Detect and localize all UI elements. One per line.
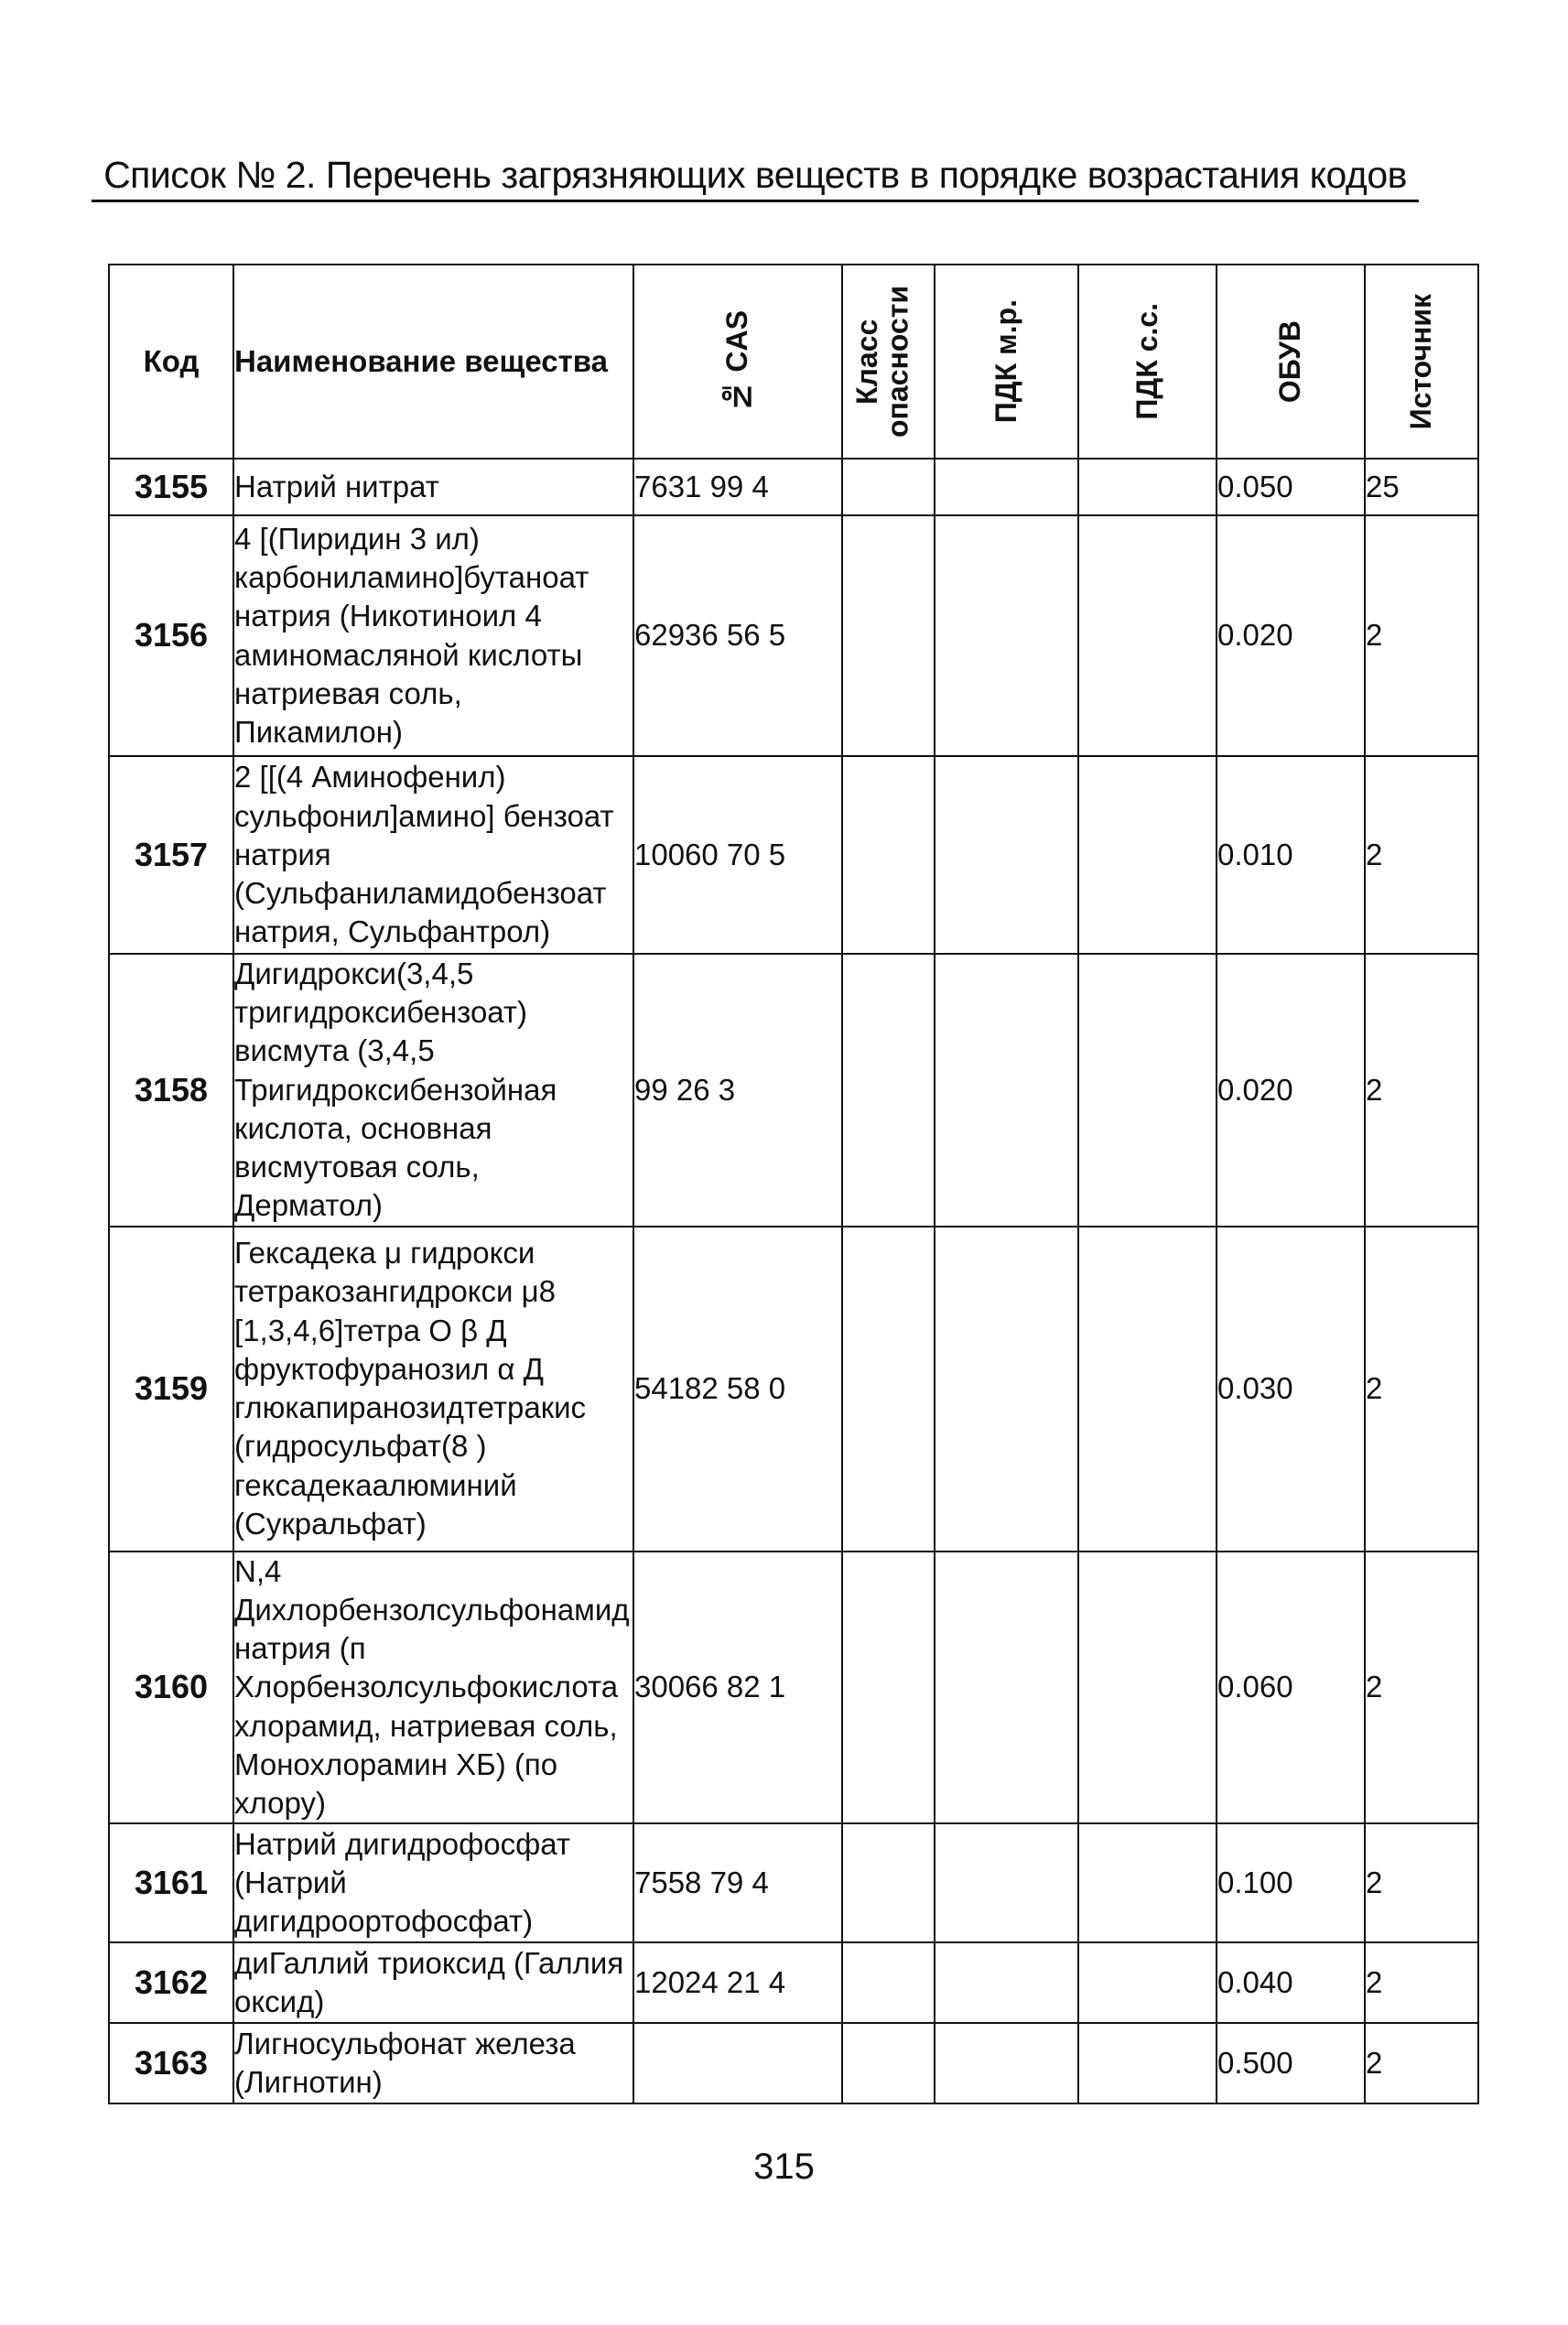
cell-pdk-mr [935, 954, 1078, 1227]
cell-obuv: 0.050 [1217, 459, 1365, 515]
cell-name: Дигидрокси(3,4,5 тригидроксибензоат) висмута (3,4,5 Тригидроксибензойная кислота, основная висмутовая соль, Дерматол) [233, 954, 633, 1227]
cell-hazard-class [842, 1227, 935, 1552]
column-header-hazard-class [842, 265, 935, 459]
table-row [109, 1942, 1478, 2023]
cell-pdk-ss [1078, 2023, 1217, 2103]
cell-name: диГаллий триоксид (Галлия оксид) [233, 1942, 633, 2023]
table-row [109, 1823, 1478, 1942]
cell-source: 2 [1365, 2023, 1478, 2103]
cell-pdk-mr [935, 1823, 1078, 1942]
cell-pdk-ss [1078, 1942, 1217, 2023]
cell-obuv: 0.100 [1217, 1823, 1365, 1942]
cell-pdk-ss [1078, 756, 1217, 954]
cell-name: N,4 Дихлорбензолсульфонамид натрия (п Хлорбензолсульфокислота хлорамид, натриевая соль, Монохлорамин ХБ) (по хлору) [233, 1552, 633, 1824]
table-row [109, 756, 1478, 954]
cell-source: 2 [1365, 515, 1478, 756]
cell-name: Натрий нитрат [233, 459, 633, 515]
cell-hazard-class [842, 459, 935, 515]
cell-hazard-class [842, 1552, 935, 1824]
table-row [109, 954, 1478, 1227]
cell-pdk-ss [1078, 515, 1217, 756]
cell-obuv: 0.010 [1217, 756, 1365, 954]
cell-code: 3159 [109, 1227, 233, 1552]
cell-obuv: 0.020 [1217, 954, 1365, 1227]
column-header-cas-label: № CAS [720, 309, 754, 414]
cell-pdk-mr [935, 459, 1078, 515]
column-header-obuv [1217, 265, 1365, 459]
cell-pdk-mr [935, 515, 1078, 756]
column-header-pdk-mr-label: ПДК м.р. [989, 299, 1022, 424]
cell-pdk-ss [1078, 954, 1217, 1227]
cell-obuv: 0.020 [1217, 515, 1365, 756]
cell-pdk-ss [1078, 1552, 1217, 1824]
page-number: 315 [753, 2147, 815, 2187]
cell-hazard-class [842, 954, 935, 1227]
cell-hazard-class [842, 515, 935, 756]
cell-code: 3160 [109, 1552, 233, 1824]
cell-hazard-class [842, 2023, 935, 2103]
cell-obuv: 0.060 [1217, 1552, 1365, 1824]
cell-source: 25 [1365, 459, 1478, 515]
column-header-pdk-mr [935, 265, 1078, 459]
cell-name: Гексадека μ гидрокси тетракозангидрокси μ8 [1,3,4,6]тетра О β Д фруктофуранозил α Д глюкапиранозидтетракис (гидросульфат(8 ) гексадекаалюминий (Сукральфат) [233, 1227, 633, 1552]
cell-pdk-mr [935, 1942, 1078, 2023]
cell-cas: 30066 82 1 [633, 1552, 842, 1824]
cell-source: 2 [1365, 1942, 1478, 2023]
cell-pdk-ss [1078, 1823, 1217, 1942]
cell-cas: 99 26 3 [633, 954, 842, 1227]
column-header-code: Код [109, 265, 233, 459]
cell-name: 4 [(Пиридин 3 ил) карбониламино]бутаноат натрия (Никотиноил 4 аминомасляной кислоты натриевая соль, Пикамилон) [233, 515, 633, 756]
cell-hazard-class [842, 1823, 935, 1942]
cell-name: Лигносульфонат железа (Лигнотин) [233, 2023, 633, 2103]
cell-pdk-mr [935, 2023, 1078, 2103]
cell-hazard-class [842, 1942, 935, 2023]
cell-code: 3163 [109, 2023, 233, 2103]
cell-hazard-class [842, 756, 935, 954]
cell-cas [633, 2023, 842, 2103]
column-header-source-label: Источник [1404, 293, 1438, 430]
table-row [109, 459, 1478, 515]
cell-source: 2 [1365, 1823, 1478, 1942]
table-row [109, 1227, 1478, 1552]
cell-obuv: 0.030 [1217, 1227, 1365, 1552]
column-header-pdk-ss-label: ПДК с.с. [1130, 303, 1163, 420]
cell-source: 2 [1365, 1227, 1478, 1552]
column-header-hazard-class-label: Класс опасности [849, 285, 914, 438]
cell-pdk-ss [1078, 1227, 1217, 1552]
column-header-source [1365, 265, 1478, 459]
cell-cas: 12024 21 4 [633, 1942, 842, 2023]
cell-source: 2 [1365, 756, 1478, 954]
cell-pdk-mr [935, 756, 1078, 954]
cell-name: Натрий дигидрофосфат (Натрий дигидроортофосфат) [233, 1823, 633, 1942]
cell-obuv: 0.040 [1217, 1942, 1365, 2023]
column-header-cas [633, 265, 842, 459]
table-row [109, 515, 1478, 756]
cell-obuv: 0.500 [1217, 2023, 1365, 2103]
cell-pdk-ss [1078, 459, 1217, 515]
cell-cas: 62936 56 5 [633, 515, 842, 756]
cell-code: 3157 [109, 756, 233, 954]
page-title: Список № 2. Перечень загрязняющих веществ в порядке возрастания кодов [103, 154, 1407, 196]
column-header-name: Наименование вещества [233, 265, 633, 459]
cell-code: 3162 [109, 1942, 233, 2023]
cell-cas: 7631 99 4 [633, 459, 842, 515]
column-header-obuv-label: ОБУВ [1273, 319, 1307, 404]
column-header-pdk-ss [1078, 265, 1217, 459]
cell-pdk-mr [935, 1227, 1078, 1552]
cell-code: 3155 [109, 459, 233, 515]
cell-code: 3161 [109, 1823, 233, 1942]
cell-cas: 54182 58 0 [633, 1227, 842, 1552]
cell-pdk-mr [935, 1552, 1078, 1824]
cell-source: 2 [1365, 954, 1478, 1227]
cell-name: 2 [[(4 Аминофенил) сульфонил]амино] бензоат натрия (Сульфаниламидобензоат натрия, Сульфантрол) [233, 756, 633, 954]
table-row [109, 2023, 1478, 2103]
cell-code: 3156 [109, 515, 233, 756]
substances-table [108, 264, 1479, 2104]
cell-source: 2 [1365, 1552, 1478, 1824]
header-rule [92, 200, 1419, 202]
cell-code: 3158 [109, 954, 233, 1227]
cell-cas: 10060 70 5 [633, 756, 842, 954]
table-row [109, 1552, 1478, 1824]
cell-cas: 7558 79 4 [633, 1823, 842, 1942]
